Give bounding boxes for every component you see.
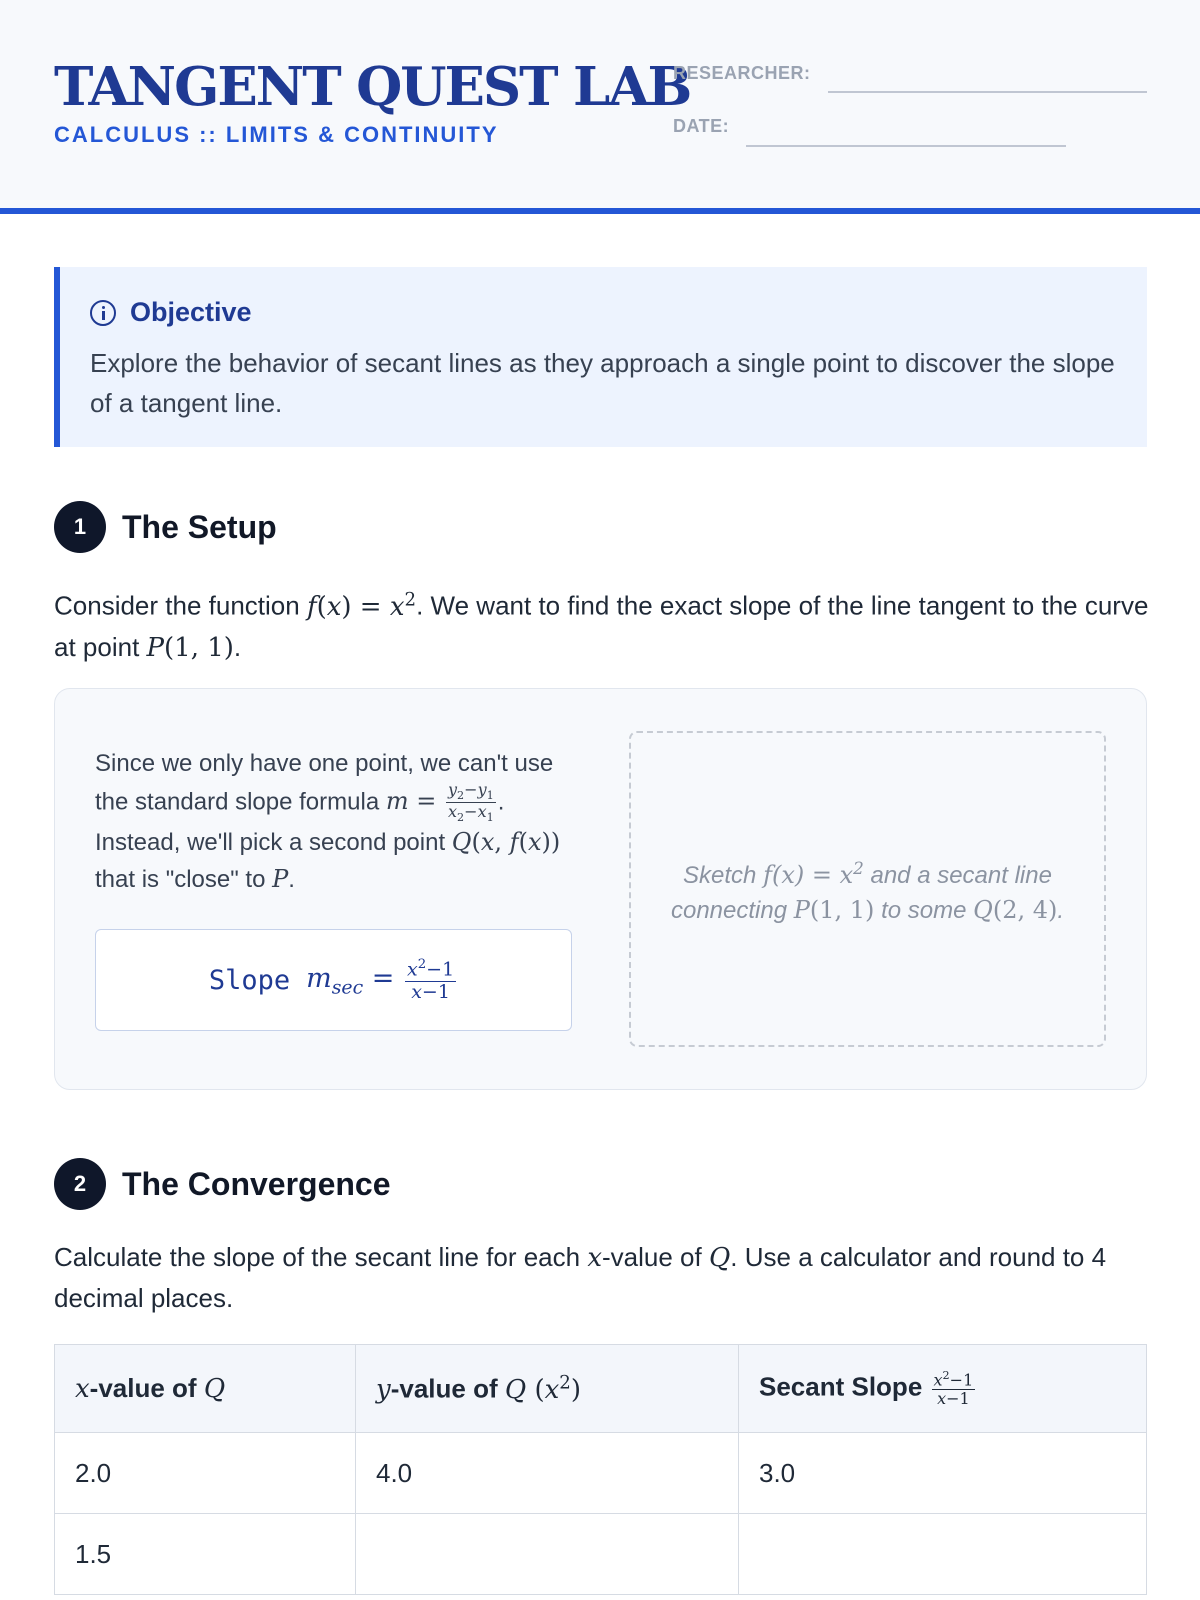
cell-y[interactable]: 4.0 bbox=[356, 1433, 739, 1514]
cell-x: 2.0 bbox=[55, 1433, 356, 1514]
secant-slope-formula: Slope $m_{sec}$ = $\frac{x^2-1}{x-1}$ bbox=[95, 929, 572, 1031]
section-number-badge: 2 bbox=[54, 1158, 106, 1210]
objective-heading bbox=[90, 297, 252, 328]
researcher-label: RESEARCHER: bbox=[673, 63, 811, 83]
section-setup-heading bbox=[54, 501, 277, 553]
sketch-area[interactable] bbox=[629, 731, 1106, 1047]
researcher-field[interactable] bbox=[828, 91, 1147, 93]
setup-explanation: Since we only have one point, we can't use the standard slope formula m = $\frac{y_2-y_1}{x_2-x_1}$ . Instead, we'll pick a second point Q(x, f(x)) that is "close" to P. bbox=[95, 750, 561, 893]
col-y-value: y-value of Q $(x^2)$ bbox=[356, 1345, 739, 1433]
date-label: DATE: bbox=[673, 116, 730, 136]
section-number-badge: 1 bbox=[54, 501, 106, 553]
cell-slope[interactable] bbox=[739, 1514, 1147, 1595]
objective-title: Objective bbox=[130, 297, 252, 327]
slope-label: Slope bbox=[208, 964, 291, 996]
section-title: The Convergence bbox=[122, 1165, 391, 1202]
section-title: The Setup bbox=[122, 508, 277, 545]
lab-subtitle: CALCULUS :: LIMITS & CONTINUITY bbox=[54, 122, 499, 147]
table-header-row bbox=[55, 1345, 1147, 1433]
cell-slope[interactable]: 3.0 bbox=[739, 1433, 1147, 1514]
page-header bbox=[0, 0, 1200, 214]
col-x-value: x-value of Q bbox=[55, 1345, 356, 1433]
cell-y[interactable] bbox=[356, 1514, 739, 1595]
sketch-prompt: Sketch $f(x) = x^2$ and a secant line connecting P(1, 1) to some Q(2, 4). bbox=[670, 857, 1065, 924]
setup-intro: Consider the function $f(x) = x^2$. We want to find the exact slope of the line tangent to the curve at point P(1, 1). bbox=[54, 589, 1149, 663]
section-convergence-heading bbox=[54, 1158, 391, 1210]
date-field[interactable] bbox=[746, 145, 1066, 147]
secant-slope-table bbox=[54, 1344, 1147, 1595]
lab-title: TANGENT QUEST LAB bbox=[54, 56, 691, 118]
cell-x: 1.5 bbox=[55, 1514, 356, 1595]
col-secant-slope: Secant Slope $\frac{x^2-1}{x-1}$ bbox=[739, 1345, 1147, 1433]
objective-text: Explore the behavior of secant lines as they approach a single point to discover the slope of a tangent line. bbox=[90, 348, 1115, 418]
setup-card bbox=[54, 688, 1147, 1090]
table-row bbox=[55, 1433, 1147, 1514]
convergence-intro: Calculate the slope of the secant line for each x-value of Q. Use a calculator and round to 4 decimal places. bbox=[54, 1242, 1107, 1313]
table-row bbox=[55, 1514, 1147, 1595]
objective-callout bbox=[54, 267, 1147, 447]
info-icon bbox=[90, 300, 116, 326]
